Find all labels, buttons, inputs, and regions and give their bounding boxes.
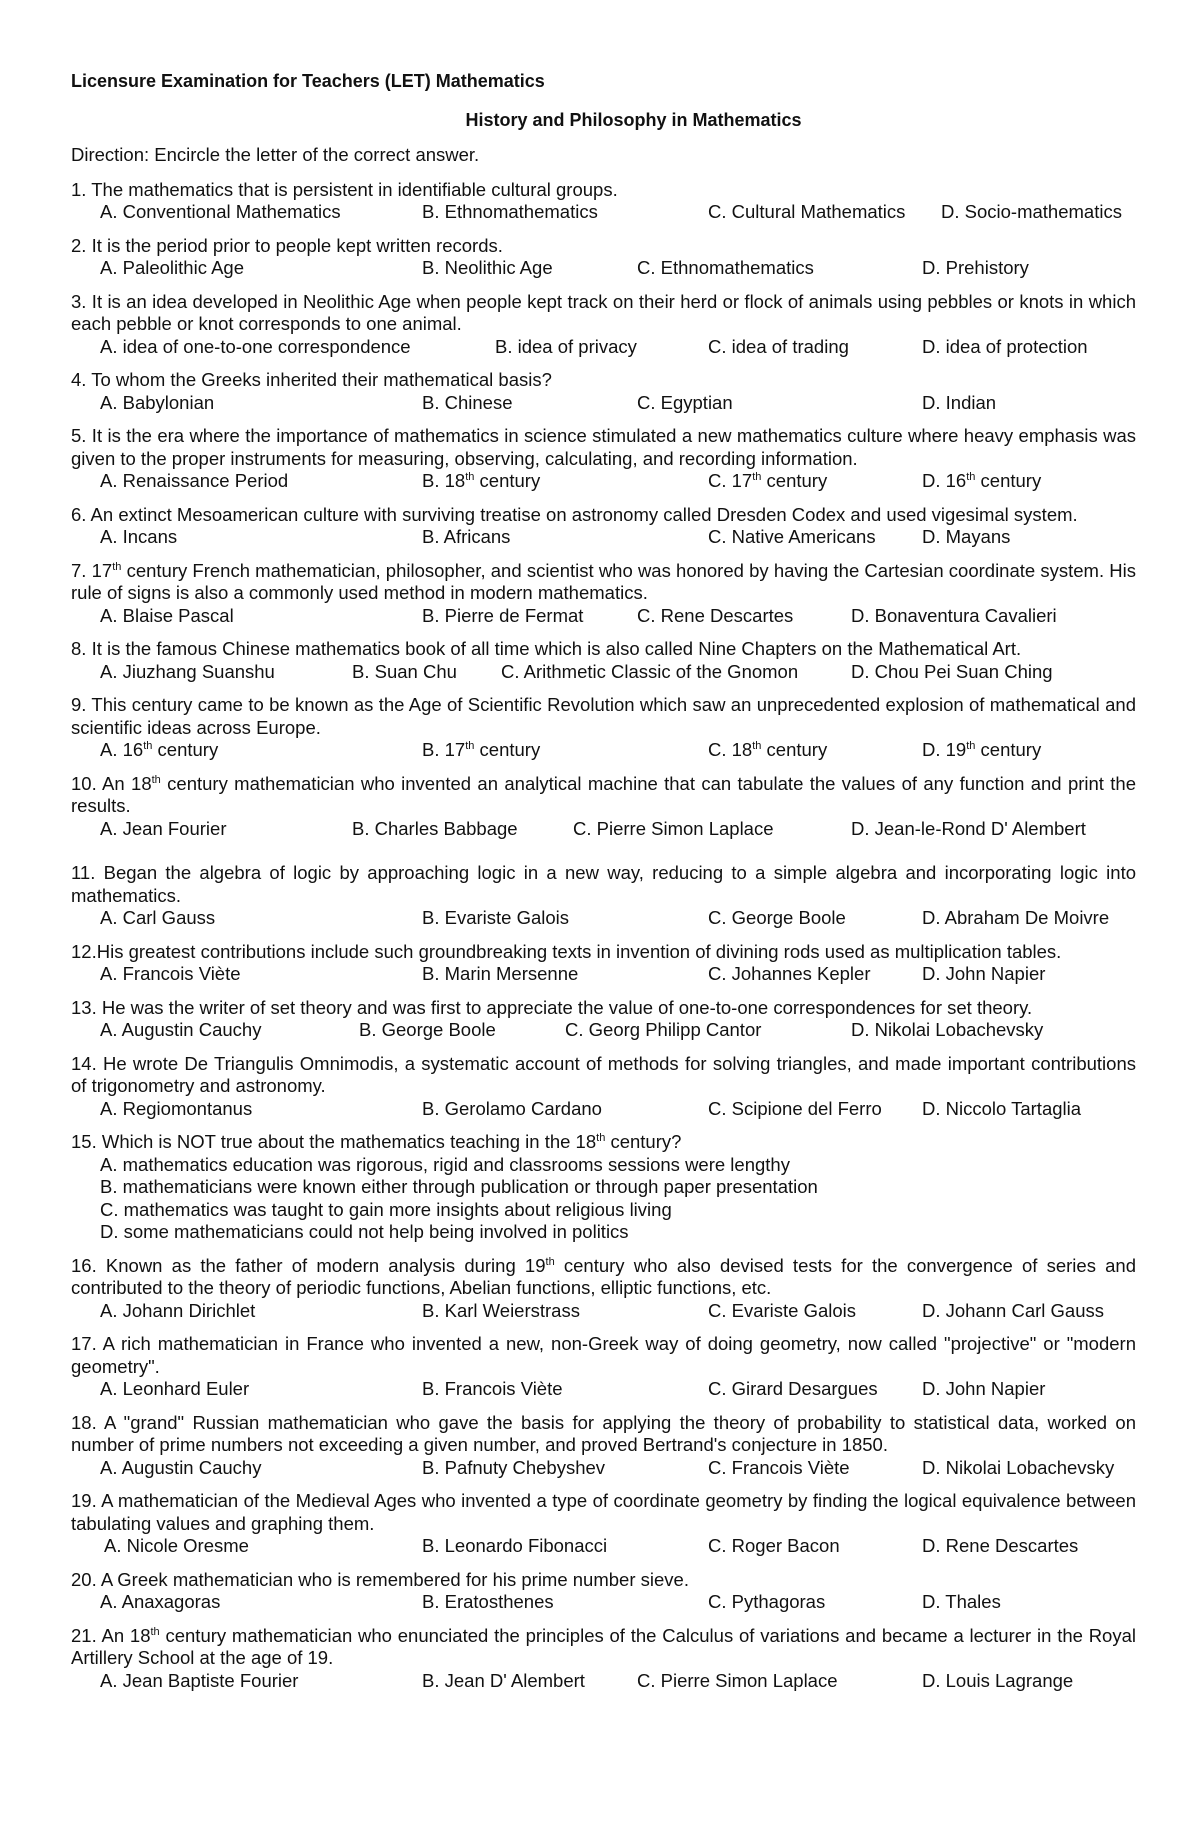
document-subtitle: History and Philosophy in Mathematics — [465, 109, 802, 130]
question-15 — [71, 1131, 1136, 1244]
answer-choice-c[interactable]: C. Pythagoras — [708, 1591, 826, 1612]
question-1 — [71, 179, 1136, 224]
answer-choice-d[interactable]: D. Niccolo Tartaglia — [922, 1097, 1082, 1119]
answer-choice-d[interactable]: D. some mathematicians could not help being involved in politics — [100, 1221, 629, 1242]
answer-choice-a[interactable]: A. Babylonian — [100, 391, 215, 413]
answer-choice-d[interactable]: D. John Napier — [922, 1378, 1046, 1399]
answer-choice-d[interactable]: D. Johann Carl Gauss — [922, 1299, 1105, 1321]
question-stem: 8. It is the famous Chinese mathematics book of all time which is also called Nine Chapters on the Mathematical Art. — [71, 638, 1022, 659]
answer-choices — [71, 1457, 1136, 1480]
question-stem: 9. This century came to be known as the Age of Scientific Revolution which saw an unprecedented explosion of mathematical and scientific ideas across Europe. — [71, 694, 1136, 738]
answer-choice-a[interactable]: A. idea of one-to-one correspondence — [100, 335, 411, 357]
answer-choice-a[interactable]: A. Francois Viète — [100, 963, 241, 984]
answer-choice-c[interactable]: C. Ethnomathematics — [637, 257, 814, 278]
answer-choice-d[interactable]: D. John Napier — [922, 963, 1046, 984]
answer-choice-a[interactable]: A. Augustin Cauchy — [100, 1019, 262, 1040]
answer-choice-b[interactable]: B. Marin Mersenne — [422, 963, 579, 984]
answer-choices — [71, 526, 1136, 549]
question-stem: 3. It is an idea developed in Neolithic Age when people kept track on their herd or flock of animals using pebbles or knots in which each pebble or knot corresponds to one animal. — [71, 290, 1136, 334]
answer-choice-a[interactable]: A. Jean Fourier — [100, 817, 227, 839]
question-stem: 20. A Greek mathematician who is remembered for his prime number sieve. — [71, 1568, 689, 1590]
answer-choices — [71, 605, 1136, 628]
answer-choice-d[interactable]: D. Prehistory — [922, 257, 1029, 278]
answer-choice-b[interactable]: B. Ethnomathematics — [422, 201, 598, 222]
answer-choice-a[interactable]: A. Incans — [100, 526, 178, 547]
question-stem: 2. It is the period prior to people kept written records. — [71, 234, 503, 256]
answer-choice-c[interactable]: C. Arithmetic Classic of the Gnomon — [501, 660, 799, 682]
question-stem: 17. A rich mathematician in France who invented a new, non-Greek way of doing geometry, now called "projective" or "modern geometry". — [71, 1333, 1136, 1377]
answer-choice-d[interactable]: D. Indian — [922, 391, 997, 413]
answer-choice-a[interactable]: A. Conventional Mathematics — [100, 201, 341, 222]
answer-choice-d[interactable]: D. Abraham De Moivre — [922, 907, 1110, 928]
question-list — [71, 179, 1136, 1693]
answer-choice-c[interactable]: C. idea of trading — [708, 335, 849, 357]
question-21 — [71, 1625, 1136, 1693]
answer-choice-a[interactable]: A. Regiomontanus — [100, 1097, 253, 1119]
answer-choices — [71, 1591, 1136, 1614]
question-stem: 12.His greatest contributions include such groundbreaking texts in invention of divining rods used as multiplication tables. — [71, 940, 1062, 962]
question-stem: 1. The mathematics that is persistent in identifiable cultural groups. — [71, 178, 618, 200]
question-6 — [71, 504, 1136, 549]
answer-choice-a[interactable]: A. Blaise Pascal — [100, 604, 234, 626]
question-14 — [71, 1053, 1136, 1121]
question-13 — [71, 997, 1136, 1042]
question-stem: 11. Began the algebra of logic by approaching logic in a new way, reducing to a simple algebra and incorporating logic into mathematics. — [71, 862, 1136, 906]
answer-choice-b[interactable]: B. Charles Babbage — [352, 817, 518, 839]
answer-choices — [71, 392, 1136, 415]
question-stem: 13. He was the writer of set theory and was first to appreciate the value of one-to-one correspondences for set theory. — [71, 996, 1033, 1018]
answer-choice-d[interactable]: D. idea of protection — [922, 335, 1088, 357]
answer-choice-a[interactable]: A. Johann Dirichlet — [100, 1299, 256, 1321]
answer-choice-a[interactable]: A. Augustin Cauchy — [100, 1456, 262, 1478]
answer-choice-b[interactable]: B. Eratosthenes — [422, 1591, 554, 1612]
answer-choice-b[interactable]: B. Pierre de Fermat — [422, 604, 584, 626]
question-4 — [71, 369, 1136, 414]
answer-choice-c[interactable]: C. Pierre Simon Laplace — [573, 817, 774, 839]
question-stem: 7. 17th century French mathematician, philosopher, and scientist who was honored by having the Cartesian coordinate system. His rule of signs is also a commonly used method in modern mathematics. — [71, 559, 1136, 603]
answer-choice-d[interactable]: D. Thales — [922, 1591, 1001, 1612]
answer-choice-c[interactable]: C. Cultural Mathematics — [708, 201, 906, 222]
question-11 — [71, 862, 1136, 930]
answer-choice-c[interactable]: C. Pierre Simon Laplace — [637, 1669, 838, 1691]
answer-choice-c[interactable]: C. Francois Viète — [708, 1456, 850, 1478]
answer-choice-d[interactable]: D. Mayans — [922, 526, 1011, 547]
direction-text: Direction: Encircle the letter of the correct answer. — [71, 144, 480, 165]
question-stem: 19. A mathematician of the Medieval Ages who invented a type of coordinate geometry by finding the logical equivalence between tabulating values and graphing them. — [71, 1490, 1136, 1534]
answer-choice-d[interactable]: D. Chou Pei Suan Ching — [851, 660, 1053, 682]
question-stem: 14. He wrote De Triangulis Omnimodis, a systematic account of methods for solving triangles, and made important contributions of trigonometry and astronomy. — [71, 1052, 1136, 1096]
answer-choice-c[interactable]: C. mathematics was taught to gain more insights about religious living — [100, 1198, 672, 1220]
answer-choices — [71, 818, 1136, 841]
answer-choices — [71, 1535, 1136, 1558]
answer-choice-b[interactable]: B. idea of privacy — [495, 335, 637, 357]
answer-choice-b[interactable]: B. Karl Weierstrass — [422, 1299, 580, 1321]
question-5 — [71, 425, 1136, 493]
answer-choice-c[interactable]: C. Scipione del Ferro — [708, 1097, 882, 1119]
question-2 — [71, 235, 1136, 280]
answer-choice-b[interactable]: B. mathematicians were known either through publication or through paper presentation — [100, 1176, 818, 1197]
exam-page — [71, 70, 1136, 1703]
answer-choice-b[interactable]: B. Suan Chu — [352, 660, 457, 682]
answer-choice-d[interactable]: D. 16th century — [922, 470, 1042, 491]
answer-choices — [71, 1300, 1136, 1323]
answer-choices — [71, 661, 1136, 684]
answer-choice-d[interactable]: D. 19th century — [922, 739, 1042, 760]
answer-choice-b[interactable]: B. Pafnuty Chebyshev — [422, 1456, 606, 1478]
answer-choice-b[interactable]: B. Leonardo Fibonacci — [422, 1535, 608, 1556]
question-stem: 16. Known as the father of modern analysis during 19th century who also devised tests for the convergence of series and contributed to the theory of periodic functions, Abelian functions, elliptic functions, etc. — [71, 1254, 1136, 1298]
answer-choice-c[interactable]: C. 18th century — [708, 739, 828, 760]
question-16 — [71, 1255, 1136, 1323]
answer-choice-d[interactable]: D. Socio-mathematics — [941, 201, 1122, 222]
document-title: Licensure Examination for Teachers (LET) Mathematics — [71, 71, 545, 91]
question-18 — [71, 1412, 1136, 1480]
answer-choice-c[interactable]: C. Georg Philipp Cantor — [565, 1019, 762, 1040]
answer-choice-b[interactable]: B. Gerolamo Cardano — [422, 1097, 602, 1119]
answer-choices — [71, 907, 1136, 930]
question-stem: 6. An extinct Mesoamerican culture with surviving treatise on astronomy called Dresden Codex and used vigesimal system. — [71, 503, 1078, 525]
answer-choice-a[interactable]: A. Renaissance Period — [100, 470, 289, 491]
answer-choice-b[interactable]: B. Africans — [422, 526, 511, 547]
question-stem: 15. Which is NOT true about the mathematics teaching in the 18th century? — [71, 1131, 682, 1152]
answer-choice-a[interactable]: A. Jean Baptiste Fourier — [100, 1669, 299, 1691]
question-19 — [71, 1490, 1136, 1558]
answer-choice-b[interactable]: B. George Boole — [359, 1019, 496, 1040]
answer-choices — [71, 1098, 1136, 1121]
question-3 — [71, 291, 1136, 359]
answer-choices — [71, 470, 1136, 493]
answer-choice-c[interactable]: C. Egyptian — [637, 391, 733, 413]
answer-choice-c[interactable]: C. Girard Desargues — [708, 1378, 878, 1399]
answer-choices — [71, 1378, 1136, 1401]
answer-choice-c[interactable]: C. Roger Bacon — [708, 1535, 840, 1556]
answer-choice-b[interactable]: B. Neolithic Age — [422, 257, 553, 278]
question-10 — [71, 773, 1136, 841]
question-stem: 4. To whom the Greeks inherited their mathematical basis? — [71, 369, 552, 390]
answer-choices — [71, 257, 1136, 280]
answer-choice-a[interactable]: A. Nicole Oresme — [104, 1535, 249, 1556]
answer-choice-b[interactable]: B. 17th century — [422, 739, 541, 760]
answer-choice-b[interactable]: B. Jean D' Alembert — [422, 1669, 585, 1691]
answer-choice-d[interactable]: D. Nikolai Lobachevsky — [922, 1456, 1115, 1478]
question-9 — [71, 694, 1136, 762]
answer-choice-b[interactable]: B. Francois Viète — [422, 1378, 563, 1399]
question-stem: 5. It is the era where the importance of mathematics in science stimulated a new mathematics culture where heavy emphasis was given to the proper instruments for measuring, observing, calculating, and recording information. — [71, 425, 1136, 469]
question-7 — [71, 560, 1136, 628]
answer-choice-c[interactable]: C. Johannes Kepler — [708, 963, 871, 984]
answer-choice-a[interactable]: A. Jiuzhang Suanshu — [100, 660, 275, 682]
answer-choice-b[interactable]: B. 18th century — [422, 470, 541, 491]
question-stem: 18. A "grand" Russian mathematician who gave the basis for applying the theory of probability to statistical data, worked on number of prime numbers not exceeding a given number, and proved Bertrand's conjecture in 1850. — [71, 1411, 1136, 1455]
answer-choices — [71, 336, 1136, 359]
answer-choice-a[interactable]: A. mathematics education was rigorous, rigid and classrooms sessions were lengthy — [100, 1153, 790, 1175]
question-stem: 21. An 18th century mathematician who enunciated the principles of the Calculus of variations and became a lecturer in the Royal Artillery School at the age of 19. — [71, 1624, 1136, 1668]
question-17 — [71, 1333, 1136, 1401]
question-stem: 10. An 18th century mathematician who invented an analytical machine that can tabulate the values of any function and print the results. — [71, 772, 1137, 816]
answer-choices — [71, 1154, 1136, 1244]
answer-choice-b[interactable]: B. Chinese — [422, 391, 513, 413]
answer-choice-a[interactable]: A. 16th century — [100, 739, 219, 760]
answer-choice-c[interactable]: C. George Boole — [708, 907, 846, 928]
answer-choices — [71, 1019, 1136, 1042]
answer-choices — [71, 963, 1136, 986]
answer-choices — [71, 201, 1136, 224]
answer-choice-d[interactable]: D. Rene Descartes — [922, 1535, 1079, 1556]
answer-choices — [71, 739, 1136, 762]
answer-choice-a[interactable]: A. Leonhard Euler — [100, 1378, 250, 1399]
answer-choices — [71, 1670, 1136, 1693]
answer-choice-d[interactable]: D. Louis Lagrange — [922, 1669, 1074, 1691]
question-20 — [71, 1569, 1136, 1614]
answer-choice-a[interactable]: A. Carl Gauss — [100, 907, 216, 928]
answer-choice-d[interactable]: D. Bonaventura Cavalieri — [851, 604, 1057, 626]
answer-choice-c[interactable]: C. Native Americans — [708, 526, 876, 547]
answer-choice-c[interactable]: C. Evariste Galois — [708, 1299, 857, 1321]
answer-choice-a[interactable]: A. Anaxagoras — [100, 1591, 221, 1612]
question-12 — [71, 941, 1136, 986]
answer-choice-b[interactable]: B. Evariste Galois — [422, 907, 570, 928]
answer-choice-d[interactable]: D. Nikolai Lobachevsky — [851, 1019, 1044, 1040]
answer-choice-c[interactable]: C. Rene Descartes — [637, 604, 794, 626]
answer-choice-d[interactable]: D. Jean-le-Rond D' Alembert — [851, 817, 1086, 839]
question-8 — [71, 638, 1136, 683]
answer-choice-a[interactable]: A. Paleolithic Age — [100, 257, 244, 278]
answer-choice-c[interactable]: C. 17th century — [708, 470, 828, 491]
